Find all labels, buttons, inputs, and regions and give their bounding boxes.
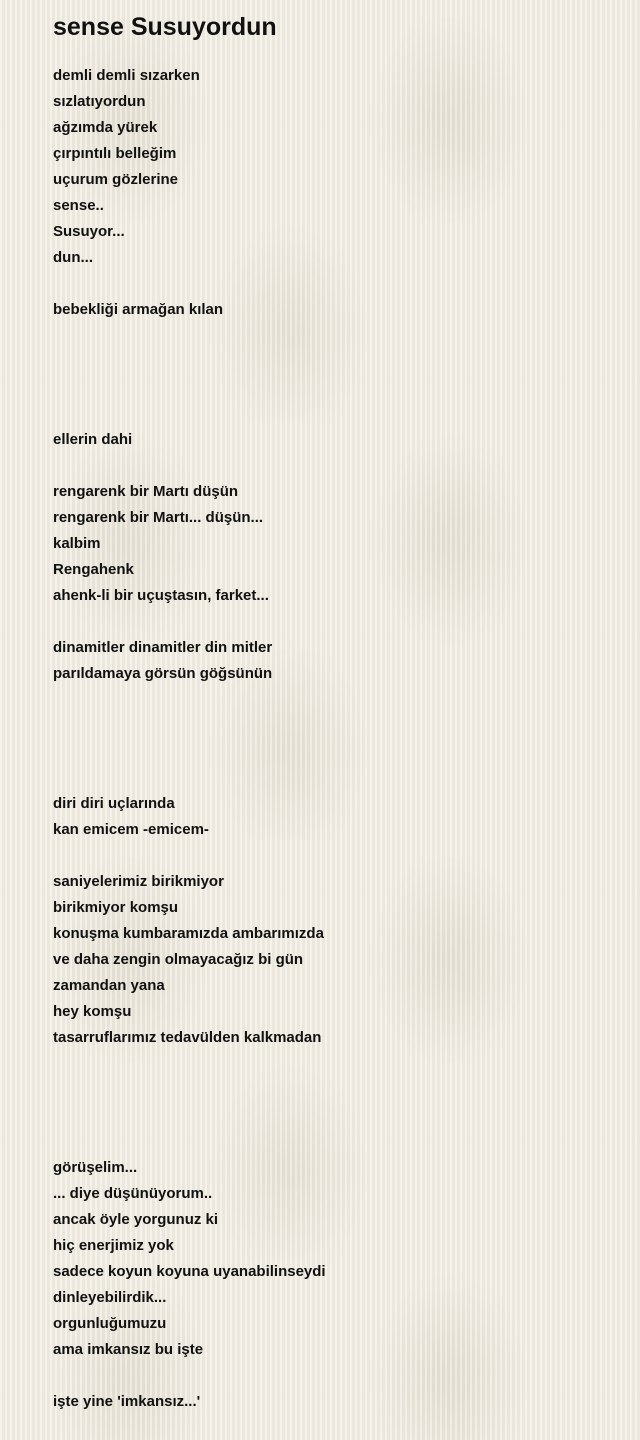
poem-line bbox=[53, 375, 613, 401]
poem-line: hiç enerjimiz yok bbox=[53, 1237, 174, 1254]
poem-line: sense.. bbox=[53, 197, 104, 214]
poem-line: kan emicem -emicem- bbox=[53, 821, 209, 838]
poem-line: sızlatıyordun bbox=[53, 93, 146, 110]
poem-body bbox=[53, 63, 613, 1415]
poem-line: konuşma kumbaramızda ambarımızda bbox=[53, 925, 324, 942]
poem-line bbox=[53, 349, 613, 375]
poem-container bbox=[53, 0, 613, 1415]
poem-line: ama imkansız bu işte bbox=[53, 1341, 204, 1358]
poem-line bbox=[53, 1077, 613, 1103]
poem-line: uçurum gözlerine bbox=[53, 171, 179, 188]
poem-line: parıldamaya görsün göğsünün bbox=[53, 665, 273, 682]
poem-line: ellerin dahi bbox=[53, 431, 133, 448]
poem-line: ahenk-li bir uçuştasın, farket... bbox=[53, 587, 269, 604]
poem-line: rengarenk bir Martı düşün bbox=[53, 483, 239, 500]
poem-line: Rengahenk bbox=[53, 561, 134, 578]
poem-line: bebekliği armağan kılan bbox=[53, 301, 224, 318]
poem-line bbox=[53, 739, 613, 765]
poem-line bbox=[53, 609, 613, 635]
poem-line bbox=[53, 453, 613, 479]
poem-line bbox=[53, 1363, 613, 1389]
poem-line: ağzımda yürek bbox=[53, 119, 158, 136]
poem-line: hey komşu bbox=[53, 1003, 132, 1020]
poem-line bbox=[53, 271, 613, 297]
poem-line: ve daha zengin olmayacağız bi gün bbox=[53, 951, 304, 968]
poem-line: dinamitler dinamitler din mitler bbox=[53, 639, 273, 656]
poem-line: işte yine 'imkansız...' bbox=[53, 1393, 201, 1410]
poem-line bbox=[53, 1103, 613, 1129]
poem-line bbox=[53, 687, 613, 713]
poem-line bbox=[53, 765, 613, 791]
poem-line bbox=[53, 1051, 613, 1077]
poem-line: tasarruflarımız tedavülden kalkmadan bbox=[53, 1029, 322, 1046]
poem-line bbox=[53, 713, 613, 739]
poem-line: ... diye düşünüyorum.. bbox=[53, 1185, 213, 1202]
poem-line: ancak öyle yorgunuz ki bbox=[53, 1211, 219, 1228]
poem-line bbox=[53, 401, 613, 427]
poem-line: dun... bbox=[53, 249, 93, 266]
poem-line: Susuyor... bbox=[53, 223, 125, 240]
poem-line bbox=[53, 1129, 613, 1155]
poem-line: zamandan yana bbox=[53, 977, 165, 994]
poem-line: diri diri uçlarında bbox=[53, 795, 175, 812]
poem-line: orgunluğumuzu bbox=[53, 1315, 167, 1332]
poem-line: saniyelerimiz birikmiyor bbox=[53, 873, 224, 890]
poem-line: görüşelim... bbox=[53, 1159, 138, 1176]
poem-line: demli demli sızarken bbox=[53, 67, 200, 84]
poem-line bbox=[53, 843, 613, 869]
poem-line: çırpıntılı belleğim bbox=[53, 145, 177, 162]
poem-line: sadece koyun koyuna uyanabilinseydi bbox=[53, 1263, 326, 1280]
poem-line: dinleyebilirdik... bbox=[53, 1289, 167, 1306]
poem-line: rengarenk bir Martı... düşün... bbox=[53, 509, 264, 526]
poem-line bbox=[53, 323, 613, 349]
poem-title: sense Susuyordun bbox=[53, 13, 277, 41]
poem-line: kalbim bbox=[53, 535, 101, 552]
poem-line: birikmiyor komşu bbox=[53, 899, 179, 916]
